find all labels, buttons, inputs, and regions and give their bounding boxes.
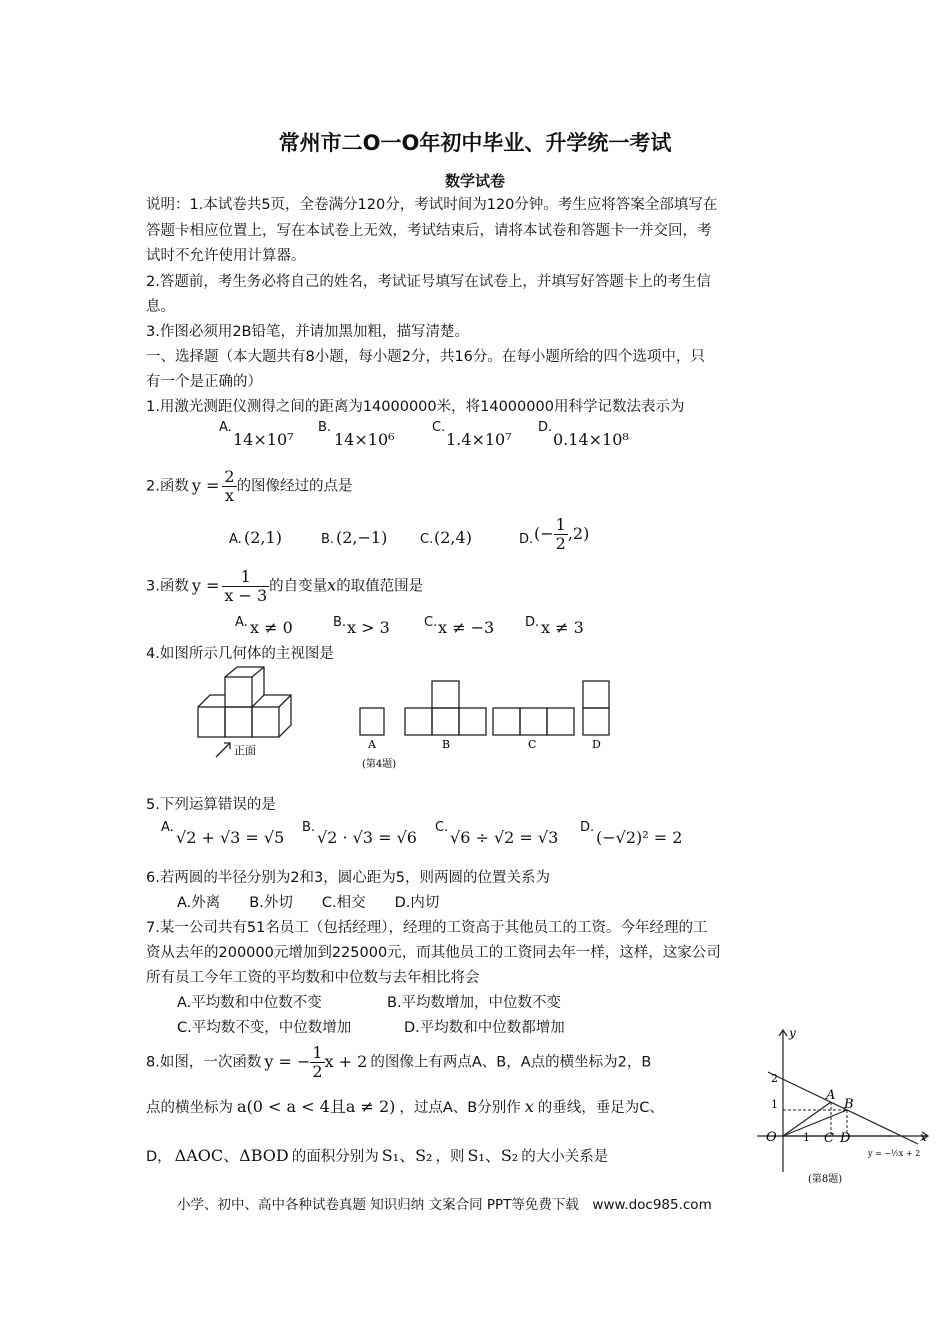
instruction-line: 3.作图必须用2B铅笔，并请加黑加粗，描写清楚。 <box>146 324 470 340</box>
q3-prefix: 3.函数 <box>146 578 189 595</box>
fig-label-c: C <box>824 1131 834 1146</box>
fig-equation: y = −½x + 2 <box>868 1149 921 1158</box>
q5-letter-c: C. <box>435 820 449 835</box>
q3-fn-lhs: y = <box>191 575 220 595</box>
q3-option-c: x ≠ −3 <box>438 618 495 637</box>
q1-option-c: 1.4×10⁷ <box>446 430 512 449</box>
q2-option-a: (2,1) <box>244 528 282 547</box>
q2-option-b: (2,−1) <box>336 528 388 547</box>
q5-option-b: √2 · √3 = √6 <box>317 828 417 847</box>
q8-den: 2 <box>312 1062 323 1081</box>
q8-line2-suffix: ，过点A、B分别作 <box>399 1100 521 1116</box>
q1-letter-a: A. <box>219 420 232 435</box>
q2-option-c: (2,4) <box>434 528 472 547</box>
q6-stem: 6.若两圆的半径分别为2和3，圆心距为5，则两圆的位置关系为 <box>146 870 551 886</box>
q5-letter-b: B. <box>302 820 316 835</box>
instruction-line: 2.答题前，考生务必将自己的姓名，考试证号填写在试卷上，并填写好答题卡上的考生信 <box>146 274 711 290</box>
q2-d-post: ,2) <box>567 524 590 543</box>
q8-fn-rhs: x + 2 <box>324 1051 368 1071</box>
front-label: 正面 <box>234 744 256 757</box>
q1-letter-b: B. <box>318 420 332 435</box>
q7-line: 7.某一公司共有51名员工（包括经理），经理的工资高于其他员工的工资。今年经理的工 <box>146 920 708 936</box>
q7-line: 所有员工今年工资的平均数和中位数与去年相比将会 <box>146 970 480 986</box>
q5-stem: 5.下列运算错误的是 <box>146 797 276 813</box>
q7-option-d: D.平均数和中位数都增加 <box>404 1020 565 1036</box>
q2-d-num: 1 <box>555 515 566 534</box>
q8-line1 <box>146 1044 651 1081</box>
q8-line2 <box>146 1094 664 1117</box>
q4-caption: (第4题) <box>362 759 397 770</box>
q3-letter-c: C. <box>424 615 438 630</box>
choice-a-shape <box>360 708 384 735</box>
q8-prefix: 8.如图，一次函数 <box>146 1054 262 1071</box>
q3-den: x − 3 <box>224 586 268 605</box>
choice-c-shape <box>493 708 574 735</box>
q5-option-d: (−√2)² = 2 <box>596 828 683 847</box>
instruction-line: 答题卡相应位置上，写在本试卷上无效，考试结束后，请将本试卷和答题卡一并交回，考 <box>146 223 712 239</box>
q3-letter-d: D. <box>525 615 540 630</box>
q8-fraction <box>310 1044 324 1081</box>
q3-var: x <box>327 575 337 595</box>
q8-figure <box>752 1022 938 1190</box>
q8-areas: S₁、S₂ <box>381 1146 433 1165</box>
q7-option-c: C.平均数不变，中位数增加 <box>177 1020 352 1036</box>
choice-d-shape <box>583 681 609 735</box>
q1-stem: 1.用激光测距仪测得之间的距离为14000000米，将14000000用科学记数法表示为 <box>146 399 685 415</box>
page-footer: 小学、初中、高中各种试卷真题 知识归纳 文案合同 PPT等免费下载 www.doc985.com <box>177 1197 712 1213</box>
fig-label-o: O <box>766 1130 777 1145</box>
q2-d-pre: (− <box>534 524 554 543</box>
instruction-line: 息。 <box>146 299 175 315</box>
q8-condition: a(0 < a < 4且a ≠ 2) <box>237 1097 396 1116</box>
fig-label-2: 2 <box>771 1072 778 1085</box>
q2-option-d <box>534 516 589 553</box>
q8-line3-suffix: 的大小关系是 <box>521 1149 609 1165</box>
q1-option-b: 14×10⁶ <box>334 430 395 449</box>
q8-line2-prefix: 点的横坐标为 <box>146 1100 233 1116</box>
q2-letter-b: B. <box>321 532 335 547</box>
fig-label-y: y <box>789 1026 796 1040</box>
q2-letter-d: D. <box>519 532 534 547</box>
q5-letter-a: A. <box>161 820 174 835</box>
fig-label-b: B <box>844 1097 854 1112</box>
q4-figure <box>190 665 630 775</box>
fig-label-x: x <box>920 1130 927 1144</box>
choice-label-d: D <box>592 738 601 751</box>
q5-letter-d: D. <box>580 820 595 835</box>
q3-stem <box>146 568 423 605</box>
q8-var: x <box>524 1097 534 1116</box>
q2-num: 2 <box>224 467 235 486</box>
fig-label-d: D <box>840 1131 851 1146</box>
q8-line1-suffix: 的图像上有两点A、B，A点的横坐标为2，B <box>370 1054 652 1071</box>
q3-letter-b: B. <box>333 615 347 630</box>
q2-prefix: 2.函数 <box>146 478 189 495</box>
section-heading: 一、选择题（本大题共有8小题，每小题2分，共16分。在每小题所给的四个选项中，只 <box>146 349 705 365</box>
q7-option-b: B.平均数增加，中位数不变 <box>387 995 562 1011</box>
q7-option-a: A.平均数和中位数不变 <box>177 995 322 1011</box>
q2-den: x <box>224 486 234 505</box>
q3-option-a: x ≠ 0 <box>250 618 293 637</box>
q4-stem: 4.如图所示几何体的主视图是 <box>146 646 334 662</box>
choice-label-c: C <box>528 738 537 751</box>
q2-suffix: 的图像经过的点是 <box>236 478 353 495</box>
q1-letter-c: C. <box>432 420 446 435</box>
q2-fn-lhs: y = <box>191 475 220 495</box>
q3-suffix: 的自变量 <box>269 578 328 595</box>
q8-line3 <box>146 1143 608 1166</box>
q8-num: 1 <box>312 1043 323 1062</box>
choice-label-b: B <box>442 738 451 751</box>
choice-label-a: A <box>368 738 376 751</box>
q1-option-a: 14×10⁷ <box>233 430 294 449</box>
q2-d-fraction <box>554 516 568 553</box>
fig-label-1x: 1 <box>803 1131 810 1144</box>
q1-letter-d: D. <box>538 420 553 435</box>
q3-fraction <box>222 568 269 605</box>
fig-label-a: A <box>826 1088 836 1103</box>
q3-num: 1 <box>222 568 269 587</box>
q6-options: A.外离 B.外切 C.相交 D.内切 <box>177 895 440 911</box>
q8-triangles: ΔAOC、ΔBOD <box>174 1146 289 1165</box>
q8-line2-end: 的垂线，垂足为C、 <box>537 1100 664 1116</box>
exam-title: 常州市二O一O年初中毕业、升学统一考试 <box>278 131 672 155</box>
q5-option-c: √6 ÷ √2 = √3 <box>450 828 559 847</box>
q8-fn-lhs: y = − <box>264 1051 311 1071</box>
q8-areas-2: S₁、S₂ <box>467 1146 519 1165</box>
q2-d-den: 2 <box>555 534 566 553</box>
q3-option-b: x > 3 <box>347 618 390 637</box>
exam-subtitle: 数学试卷 <box>444 172 505 190</box>
q3-option-d: x ≠ 3 <box>541 618 584 637</box>
q8-line3-prefix: D， <box>146 1149 172 1165</box>
q8-line3-mid2: ，则 <box>435 1149 465 1165</box>
choice-b-shape <box>405 681 486 735</box>
q5-option-a: √2 + √3 = √5 <box>176 828 285 847</box>
q1-option-d: 0.14×10⁸ <box>553 430 629 449</box>
section-heading: 有一个是正确的） <box>146 374 262 390</box>
instruction-line: 说明：1.本试卷共5页，全卷满分120分，考试时间为120分钟。考生应将答案全部填写在 <box>146 197 718 213</box>
q8-line3-mid: 的面积分别为 <box>291 1149 379 1165</box>
fig-label-1y: 1 <box>771 1098 778 1111</box>
instruction-line: 试时不允许使用计算器。 <box>146 248 306 264</box>
q2-stem <box>146 468 353 505</box>
q2-letter-c: C. <box>420 532 434 547</box>
q2-letter-a: A. <box>229 532 242 547</box>
q7-line: 资从去年的200000元增加到225000元，而其他员工的工资同去年一样，这样，这家公司 <box>146 945 721 961</box>
fig-caption: (第8题) <box>808 1174 843 1185</box>
q2-fraction <box>222 468 236 505</box>
q3-suffix2: 的取值范围是 <box>336 578 424 595</box>
q3-letter-a: A. <box>235 615 248 630</box>
